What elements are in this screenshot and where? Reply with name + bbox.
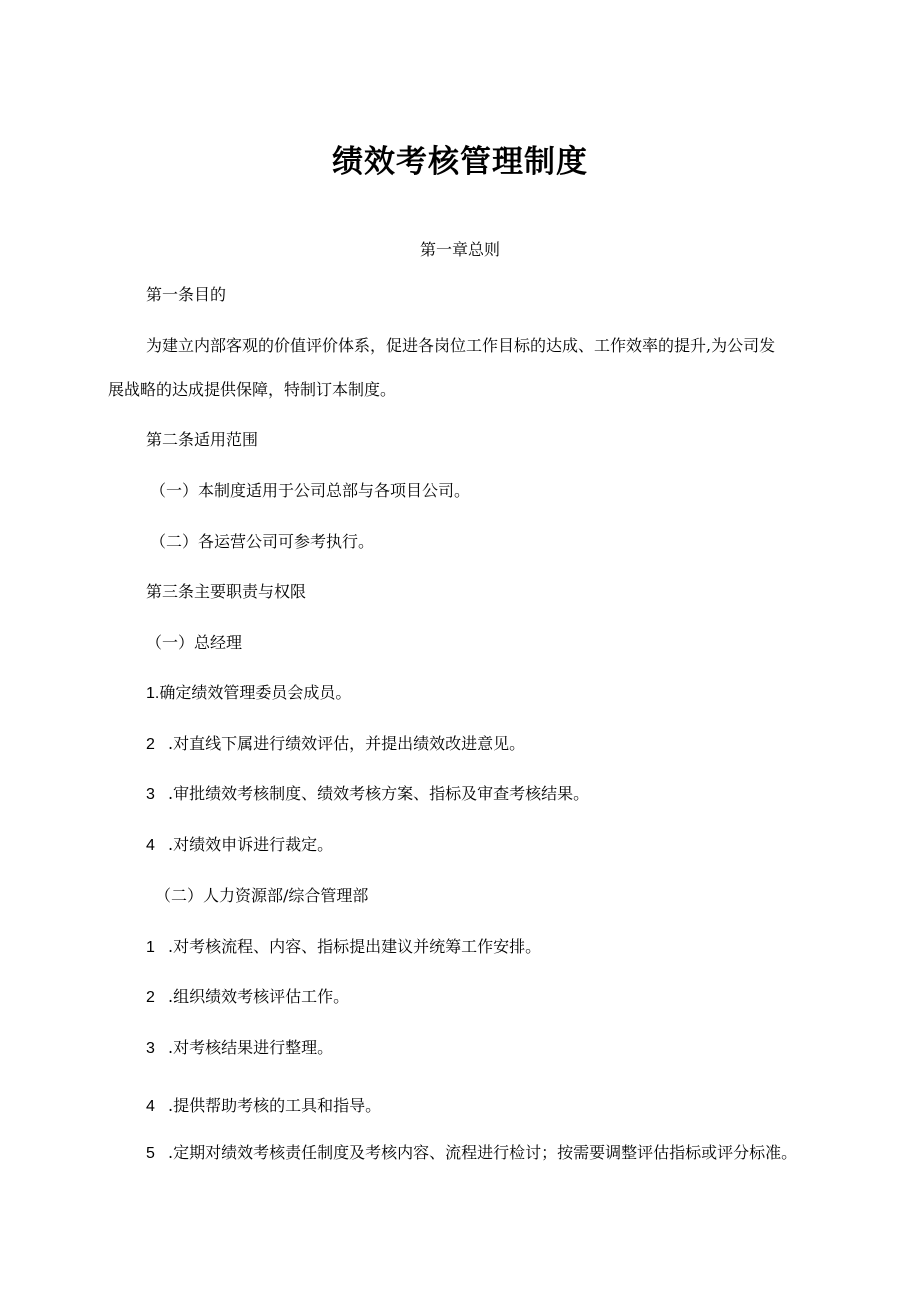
item-text: .对直线下属进行绩效评估，并提出绩效改进意见。: [168, 734, 526, 753]
item-number: 2: [146, 736, 155, 753]
article-2-item-1: （一）本制度适用于公司总部与各项目公司。: [150, 481, 471, 500]
item-number: 4: [146, 837, 155, 854]
item-number: 4: [146, 1098, 155, 1115]
article-1-heading: 第一条目的: [146, 285, 227, 304]
item-text: .提供帮助考核的工具和指导。: [168, 1096, 382, 1115]
section-2-item-5: [146, 1143, 797, 1164]
section-2-item-2: [146, 987, 349, 1008]
item-number: 3: [146, 1040, 155, 1057]
section-2-heading: （二）人力资源部/综合管理部: [155, 886, 369, 905]
item-text: .对绩效申诉进行裁定。: [168, 835, 334, 854]
section-1-item-3: [146, 784, 589, 805]
section-1-item-2: [146, 734, 525, 755]
item-text: .组织绩效考核评估工作。: [168, 987, 350, 1006]
item-number: 1: [146, 939, 155, 956]
chapter-heading: 第一章总则: [419, 240, 500, 259]
item-text: .对考核结果进行整理。: [168, 1038, 334, 1057]
item-number: 2: [146, 989, 155, 1006]
item-text: 确定绩效管理委员会成员。: [159, 683, 352, 702]
document-title: 绩效考核管理制度: [332, 144, 588, 180]
article-1-text-line-2: 展战略的达成提供保障，特制订本制度。: [108, 380, 397, 399]
item-number: 5: [146, 1145, 155, 1162]
article-2-item-2: （二）各运营公司可参考执行。: [150, 532, 375, 551]
section-2-item-3: [146, 1038, 333, 1059]
item-text: .定期对绩效考核责任制度及考核内容、流程进行检讨；按需要调整评估指标或评分标准。: [168, 1143, 798, 1162]
item-text: .审批绩效考核制度、绩效考核方案、指标及审查考核结果。: [168, 784, 590, 803]
article-3-heading: 第三条主要职责与权限: [146, 582, 307, 601]
section-1-item-4: [146, 835, 333, 856]
article-1-text-line-1: 为建立内部客观的价值评价体系，促进各岗位工作目标的达成、工作效率的提升,为公司发: [146, 336, 776, 355]
item-number: 1.: [146, 685, 160, 702]
section-2-item-1: [146, 937, 541, 958]
section-1-heading: （一）总经理: [146, 633, 243, 652]
section-2-item-4: [146, 1096, 381, 1117]
article-2-heading: 第二条适用范围: [146, 430, 259, 449]
item-number: 3: [146, 786, 155, 803]
section-1-item-1: [146, 683, 351, 704]
item-text: .对考核流程、内容、指标提出建议并统筹工作安排。: [168, 937, 542, 956]
